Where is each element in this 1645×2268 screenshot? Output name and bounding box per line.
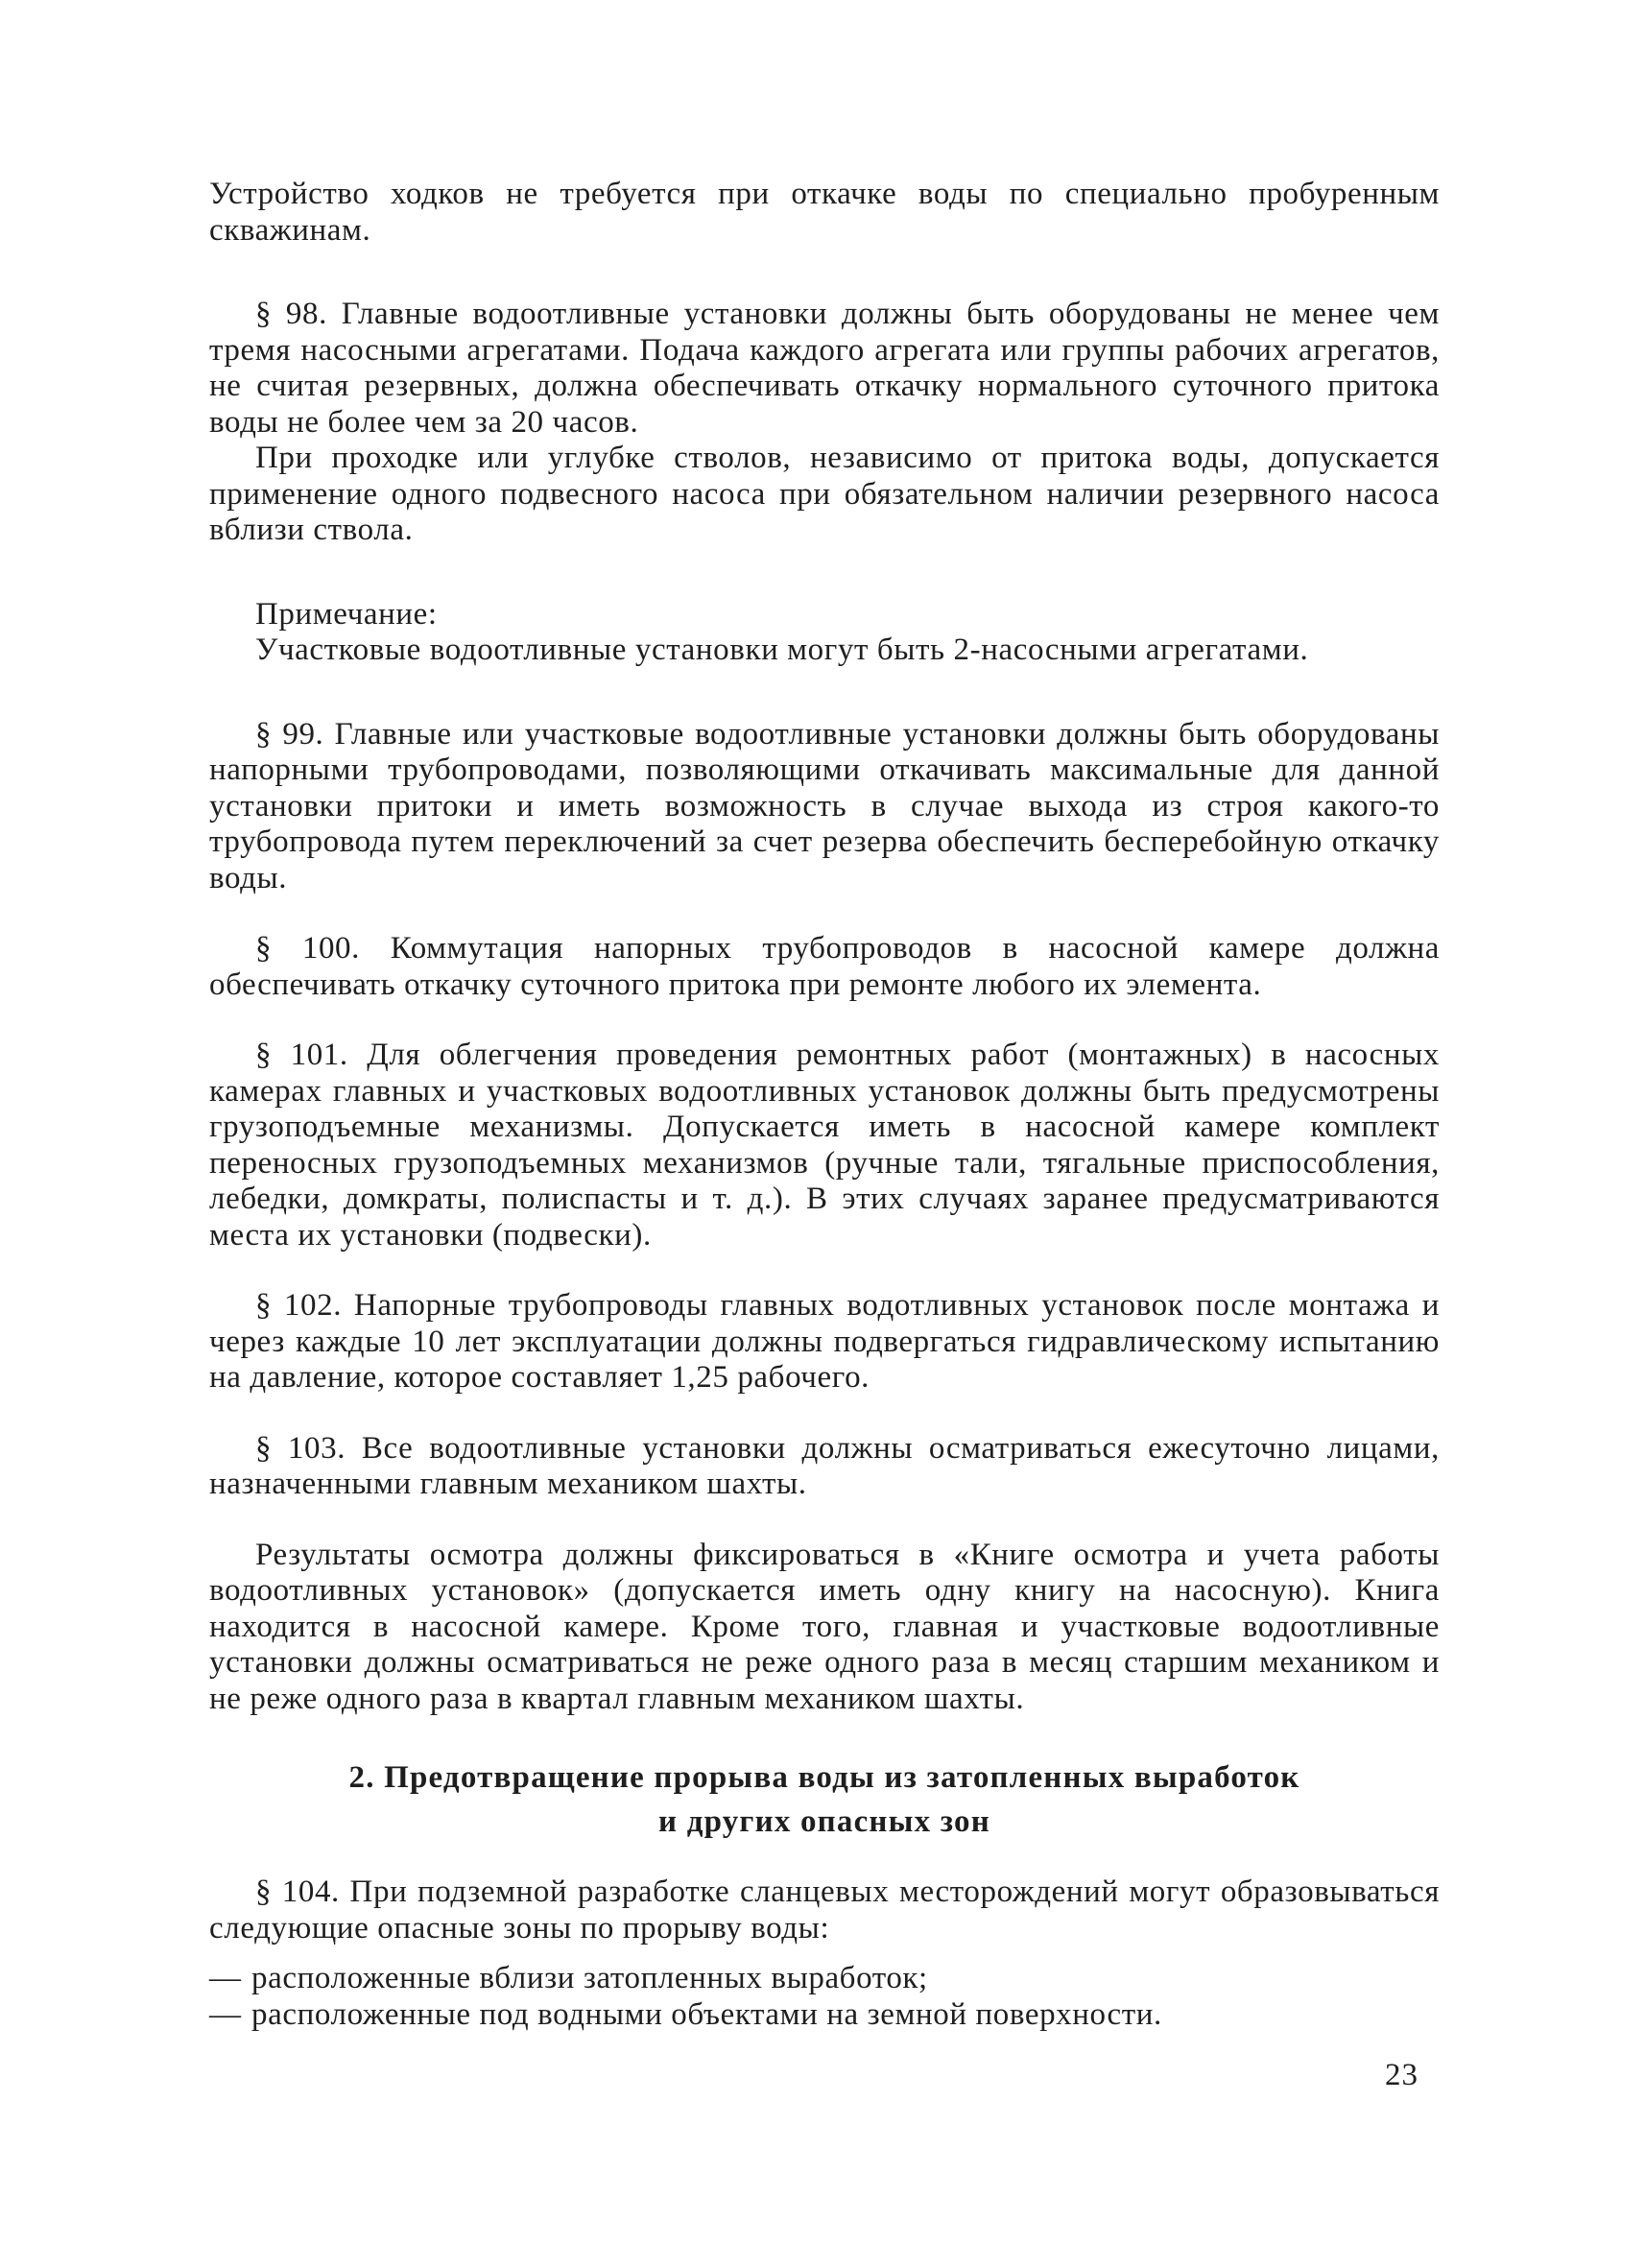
list-item [209, 1996, 1440, 2033]
paragraph-103-continuation: Результаты осмотра должны фиксироваться в «Книге осмотра и учета работы водоотливных установок» (допускается иметь одну книгу на насосную). Книга находится в насосной камере. Кроме того, главная и участковые водоотливные установки должны осматриваться не реже одного раза в месяц старшим механиком и не реже одного раза в квартал главным механиком шахты. [209, 1537, 1440, 1716]
section-heading-line-2: и других опасных зон [658, 1804, 990, 1839]
note-text: Участковые водоотливные установки могут быть 2-насосными агрегатами. [255, 633, 1309, 667]
section-heading-line-1: 2. Предотвращение прорыва воды из затопленных выработок [348, 1760, 1300, 1795]
paragraph-98: § 98. Главные водоотливные установки должны быть оборудованы не менее чем тремя насосными агрегатами. Подача каждого агрегата или группы рабочих агрегатов, не считая резервных, должна обеспечивать откачку нормального суточного притока воды не более чем за 20 часов. [209, 297, 1440, 440]
list-item-text: расположенные под водными объектами на земной поверхности. [251, 1997, 1162, 2032]
paragraph-102: § 102. Напорные трубопроводы главных водотливных установок после монтажа и через каждые 10 лет эксплуатации должны подвергаться гидравлическому испытанию на давление, которое составляет 1,25 рабочего. [209, 1288, 1440, 1395]
list-item [209, 1960, 1440, 1996]
list-dash: — [209, 1997, 242, 2032]
danger-zone-list [209, 1960, 1440, 2033]
list-dash: — [209, 1961, 242, 1995]
intro-paragraph: Устройство ходков не требуется при откачке воды по специально пробуренным скважинам. [209, 177, 1440, 248]
paragraph-101: § 101. Для облегчения проведения ремонтных работ (монтажных) в насосных камерах главных и участковых водоотливных установок должны быть предусмотрены грузоподъемные механизмы. Допускается иметь в насосной камере комплект переносных грузоподъемных механизмов (ручные тали, тягальные приспособления, лебедки, домкраты, полиспасты и т. д.). В этих случаях заранее предусматриваются места их установки (подвески). [209, 1038, 1440, 1253]
paragraph-99: § 99. Главные или участковые водоотливные установки должны быть оборудованы напорными трубопроводами, позволяющими откачивать максимальные для данной установки притоки и иметь возможность в случае выхода из строя какого-то трубопровода путем переключений за счет резерва обеспечить бесперебойную откачку воды. [209, 716, 1440, 895]
page-body [209, 177, 1440, 2033]
paragraph-104: § 104. При подземной разработке сланцевых месторождений могут образовываться следующие опасные зоны по прорыву воды: [209, 1874, 1440, 1946]
paragraph-98-continuation: При проходке или углубке стволов, независимо от притока воды, допускается применение одного подвесного насоса при обязательном наличии резервного насоса вблизи ствола. [209, 441, 1440, 547]
paragraph-100: § 100. Коммутация напорных трубопроводов в насосной камере должна обеспечивать откачку суточного притока при ремонте любого их элемента. [209, 931, 1440, 1002]
page-number: 23 [1385, 2058, 1419, 2092]
note-label: Примечание: [255, 596, 438, 632]
paragraph-103: § 103. Все водоотливные установки должны осматриваться ежесуточно лицами, назначенными главным механиком шахты. [209, 1430, 1440, 1501]
section-heading [209, 1755, 1440, 1844]
list-item-text: расположенные вблизи затопленных выработок; [251, 1961, 928, 1995]
